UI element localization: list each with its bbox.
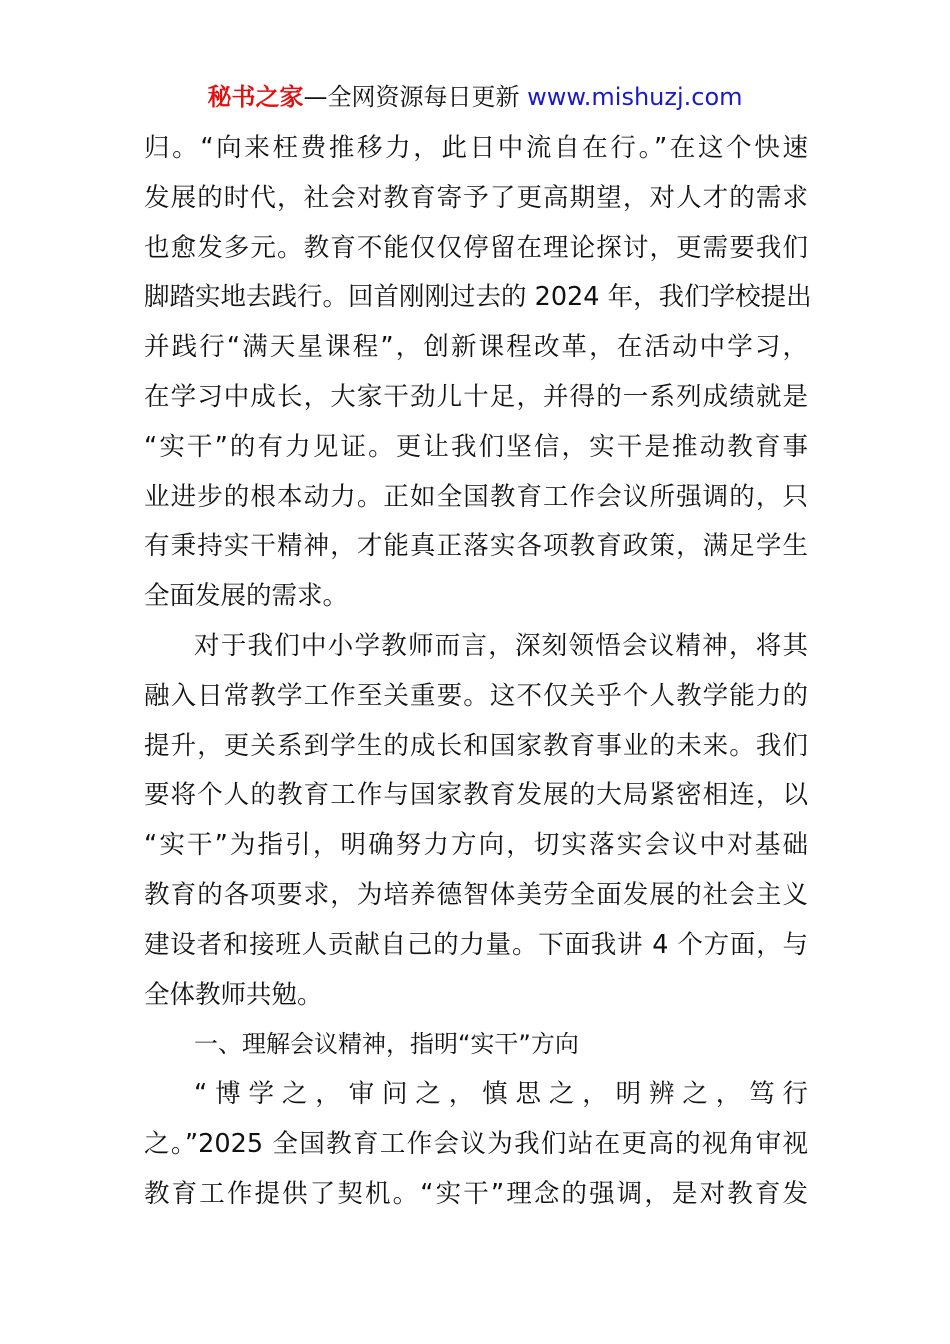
paragraph-first-line: 对于我们中小学教师而言，深刻领悟会议精神，将其 bbox=[194, 630, 808, 661]
text-line: 发展的时代，社会对教育寄予了更高期望，对人才的需求 bbox=[144, 182, 808, 213]
header-tagline: —全网资源每日更新 bbox=[303, 83, 528, 111]
text-line: 归。“向来枉费推移力，此日中流自在行。”在这个快速 bbox=[144, 133, 808, 163]
site-url-link[interactable]: www.mishuzj.com bbox=[527, 83, 743, 111]
text-line: 脚踏实地去践行。回首刚刚过去的 2024 年，我们学校提出 bbox=[144, 282, 812, 313]
text-line: 有秉持实干精神，才能真正落实各项教育政策，满足学生 bbox=[144, 531, 808, 562]
text-line: 在学习中成长，大家干劲儿十足，并得的一系列成绩就是 bbox=[144, 381, 808, 412]
text-line: “实干”的有力见证。更让我们坚信，实干是推动教育事 bbox=[144, 431, 808, 462]
paragraph-first-line: “博学之，审问之，慎思之，明辨之，笃行 bbox=[194, 1079, 808, 1110]
site-header bbox=[0, 80, 950, 114]
document-body bbox=[144, 124, 812, 1220]
text-line: 融入日常教学工作至关重要。这不仅关乎个人教学能力的 bbox=[144, 680, 808, 711]
text-line: 业进步的根本动力。正如全国教育工作会议所强调的，只 bbox=[144, 481, 808, 512]
text-line: 教育工作提供了契机。“实干”理念的强调，是对教育发 bbox=[144, 1178, 808, 1209]
text-line: 建设者和接班人贡献自己的力量。下面我讲 4 个方面，与 bbox=[144, 929, 808, 960]
brand-name: 秘书之家 bbox=[207, 83, 304, 111]
text-line: 全体教师共勉。 bbox=[144, 979, 323, 1010]
text-line: 全面发展的需求。 bbox=[144, 581, 349, 612]
text-line: 提升，更关系到学生的成长和国家教育事业的未来。我们 bbox=[144, 730, 808, 761]
text-line: 要将个人的教育工作与国家教育发展的大局紧密相连，以 bbox=[144, 780, 808, 811]
text-line: 之。”2025 全国教育工作会议为我们站在更高的视角审视 bbox=[144, 1128, 808, 1159]
text-line: 并践行“满天星课程”，创新课程改革，在活动中学习， bbox=[144, 332, 808, 363]
section-heading: 一、理解会议精神，指明“实干”方向 bbox=[194, 1030, 579, 1059]
text-line: 也愈发多元。教育不能仅仅停留在理论探讨，更需要我们 bbox=[144, 232, 808, 263]
text-line: “实干”为指引，明确努力方向，切实落实会议中对基础 bbox=[144, 830, 808, 861]
text-line: 教育的各项要求，为培养德智体美劳全面发展的社会主义 bbox=[144, 879, 808, 910]
